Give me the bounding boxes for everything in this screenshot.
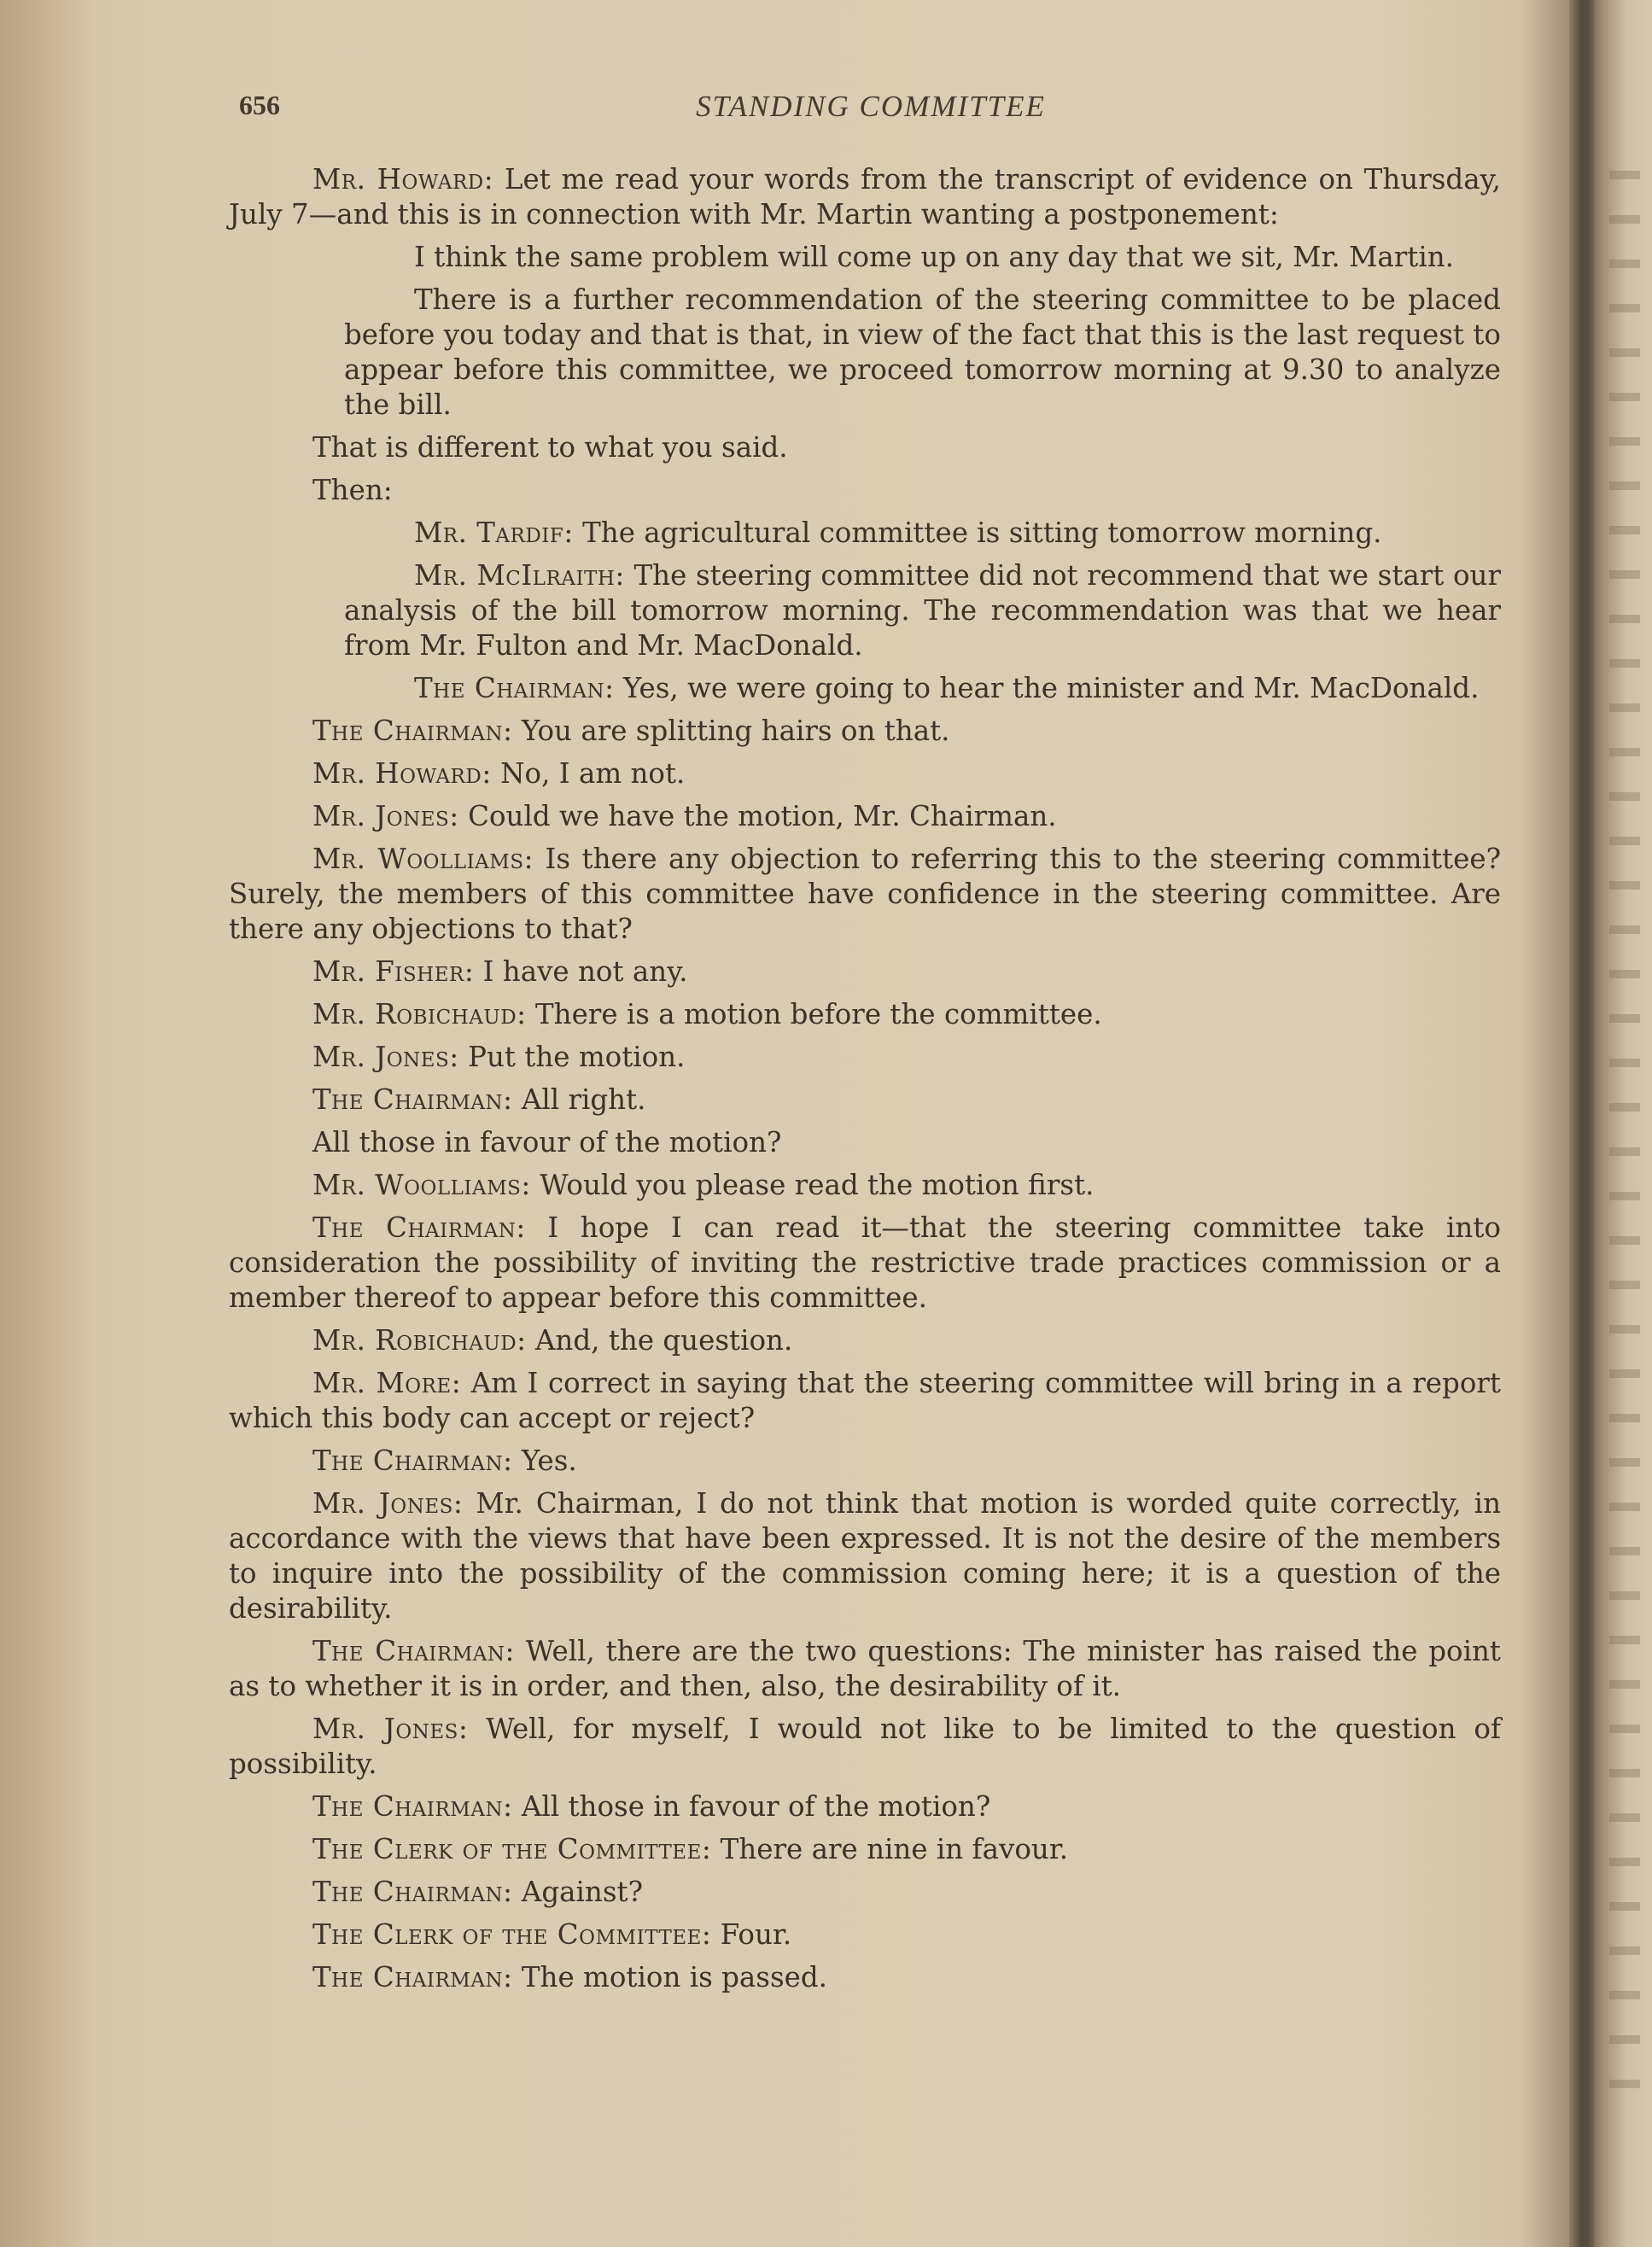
paragraph-text: Yes, we were going to hear the minister and Mr. MacDonald. — [614, 672, 1480, 704]
paragraph-text: Let me read your words from the transcript of evidence on Thursday, July 7—and this is in connection with Mr. Martin wanting a postponement: — [229, 163, 1501, 231]
paragraph-text: You are splitting hairs on that. — [512, 715, 950, 747]
paragraph-text: I think the same problem will come up on any day that we sit, Mr. Martin. — [414, 241, 1454, 273]
transcript-paragraph — [229, 1486, 1501, 1626]
transcript-paragraph — [229, 1832, 1501, 1867]
paragraph-text: I hope I can read it—that the steering committee take into consideration the possibility of inviting the restrictive trade practices commission or a member thereof to appear before this committee. — [229, 1211, 1501, 1314]
speaker-name: The Chairman: — [312, 1444, 513, 1477]
speaker-name: The Chairman: — [414, 672, 615, 704]
paragraph-text: Against? — [512, 1876, 644, 1908]
speaker-name: The Chairman: — [312, 1961, 513, 1993]
speaker-name: Mr. Jones: — [312, 1487, 464, 1520]
speaker-name: Mr. Howard: — [312, 163, 494, 196]
paragraph-text: There is a further recommendation of the steering committee to be placed before you today and that is that, in view of the fact that this is the last request to appear before this committee, we proceed tomorrow morning at 9.30 to analyze the bill. — [344, 283, 1501, 421]
transcript-paragraph — [229, 1211, 1501, 1316]
transcript-paragraph — [344, 558, 1501, 663]
transcript-paragraph — [344, 671, 1501, 706]
transcript-paragraph — [344, 283, 1501, 423]
transcript-paragraph — [229, 1323, 1501, 1358]
transcript-paragraph — [229, 799, 1501, 834]
speaker-name: Mr. Woolliams: — [312, 843, 534, 875]
speaker-name: The Chairman: — [312, 1635, 515, 1667]
paragraph-text: I have not any. — [474, 955, 688, 988]
paragraph-text: Is there any objection to referring this to the steering committee? Surely, the members of this committee have confidence in the steering committee. Are there any objections to that? — [229, 843, 1501, 945]
book-gutter — [1569, 0, 1595, 2247]
transcript-paragraph — [229, 756, 1501, 791]
paragraph-text: All right. — [512, 1083, 646, 1116]
paragraph-text: There is a motion before the committee. — [526, 998, 1102, 1030]
transcript-paragraph — [312, 473, 1501, 508]
transcript-paragraph — [229, 842, 1501, 947]
transcript-paragraph — [344, 516, 1501, 551]
paragraph-text: Yes. — [512, 1444, 577, 1477]
speaker-name: The Chairman: — [312, 715, 513, 747]
transcript-paragraph — [229, 1083, 1501, 1118]
transcript-paragraph — [229, 1960, 1501, 1995]
paragraph-text: Am I correct in saying that the steering committee will bring in a report which this body can accept or reject? — [229, 1367, 1501, 1434]
speaker-name: Mr. Tardif: — [414, 517, 574, 549]
paragraph-text: The steering committee did not recommend that we start our analysis of the bill tomorrow morning. The recommendation was that we hear from Mr. Fulton and Mr. MacDonald. — [344, 559, 1501, 662]
paragraph-text: Could we have the motion, Mr. Chairman. — [458, 800, 1057, 832]
transcript-paragraph — [229, 954, 1501, 989]
speaker-name: Mr. Jones: — [312, 800, 459, 832]
paragraph-text: No, I am not. — [491, 757, 686, 790]
paragraph-text: The agricultural committee is sitting tomorrow morning. — [573, 517, 1382, 549]
transcript-paragraph — [229, 1917, 1501, 1952]
speaker-name: The Clerk of the Committee: — [312, 1833, 712, 1865]
running-head — [239, 90, 1503, 124]
speaker-name: Mr. Fisher: — [312, 955, 475, 988]
paragraph-text: Four. — [711, 1918, 792, 1951]
speaker-name: Mr. McIlraith: — [414, 559, 625, 592]
paragraph-text: Then: — [312, 474, 393, 506]
facing-page-edge — [1609, 171, 1648, 2203]
paragraph-text: That is different to what you said. — [312, 431, 788, 464]
paragraph-text: There are nine in favour. — [711, 1833, 1069, 1865]
transcript-paragraph — [229, 997, 1501, 1032]
transcript-paragraph — [229, 714, 1501, 749]
paragraph-text: Put the motion. — [458, 1041, 686, 1073]
speaker-name: Mr. Robichaud: — [312, 1324, 527, 1357]
transcript-paragraph — [229, 1789, 1501, 1824]
speaker-name: The Chairman: — [312, 1876, 513, 1908]
transcript-paragraph — [229, 1040, 1501, 1075]
speaker-name: Mr. Howard: — [312, 757, 492, 790]
transcript-paragraph — [229, 1875, 1501, 1910]
speaker-name: The Chairman: — [312, 1790, 513, 1823]
transcript-paragraph — [229, 1168, 1501, 1203]
page-number: 656 — [239, 90, 280, 120]
paragraph-text: Would you please read the motion first. — [530, 1169, 1095, 1201]
paragraph-text: And, the question. — [526, 1324, 793, 1357]
paragraph-text: Mr. Chairman, I do not think that motion is worded quite correctly, in accordance with the views that have been expressed. It is not the desire of the members to inquire into the possibility of the commission coming here; it is a question of the desirability. — [229, 1487, 1501, 1625]
transcript-paragraph — [229, 1125, 1501, 1160]
transcript-paragraph — [344, 240, 1501, 275]
transcript-paragraph — [229, 1366, 1501, 1436]
transcript-body — [229, 162, 1501, 2003]
paragraph-text: Well, there are the two questions: The minister has raised the point as to whether it is in order, and then, also, the desirability of it. — [229, 1635, 1501, 1702]
transcript-paragraph — [229, 162, 1501, 232]
paragraph-text: The motion is passed. — [512, 1961, 828, 1993]
speaker-name: Mr. Robichaud: — [312, 998, 527, 1030]
transcript-paragraph — [229, 1712, 1501, 1782]
transcript-paragraph — [229, 1634, 1501, 1704]
page-title: STANDING COMMITTEE — [696, 90, 1046, 123]
speaker-name: Mr. Jones: — [312, 1041, 459, 1073]
paragraph-text: All those in favour of the motion? — [312, 1126, 782, 1159]
paragraph-text: All those in favour of the motion? — [512, 1790, 991, 1823]
speaker-name: Mr. More: — [312, 1367, 462, 1399]
speaker-name: Mr. Woolliams: — [312, 1169, 531, 1201]
speaker-name: Mr. Jones: — [312, 1713, 469, 1745]
speaker-name: The Chairman: — [312, 1211, 526, 1244]
speaker-name: The Clerk of the Committee: — [312, 1918, 712, 1951]
transcript-paragraph — [229, 1444, 1501, 1479]
speaker-name: The Chairman: — [312, 1083, 513, 1116]
transcript-paragraph — [312, 430, 1501, 465]
paragraph-text: Well, for myself, I would not like to be limited to the question of possibility. — [229, 1713, 1501, 1780]
